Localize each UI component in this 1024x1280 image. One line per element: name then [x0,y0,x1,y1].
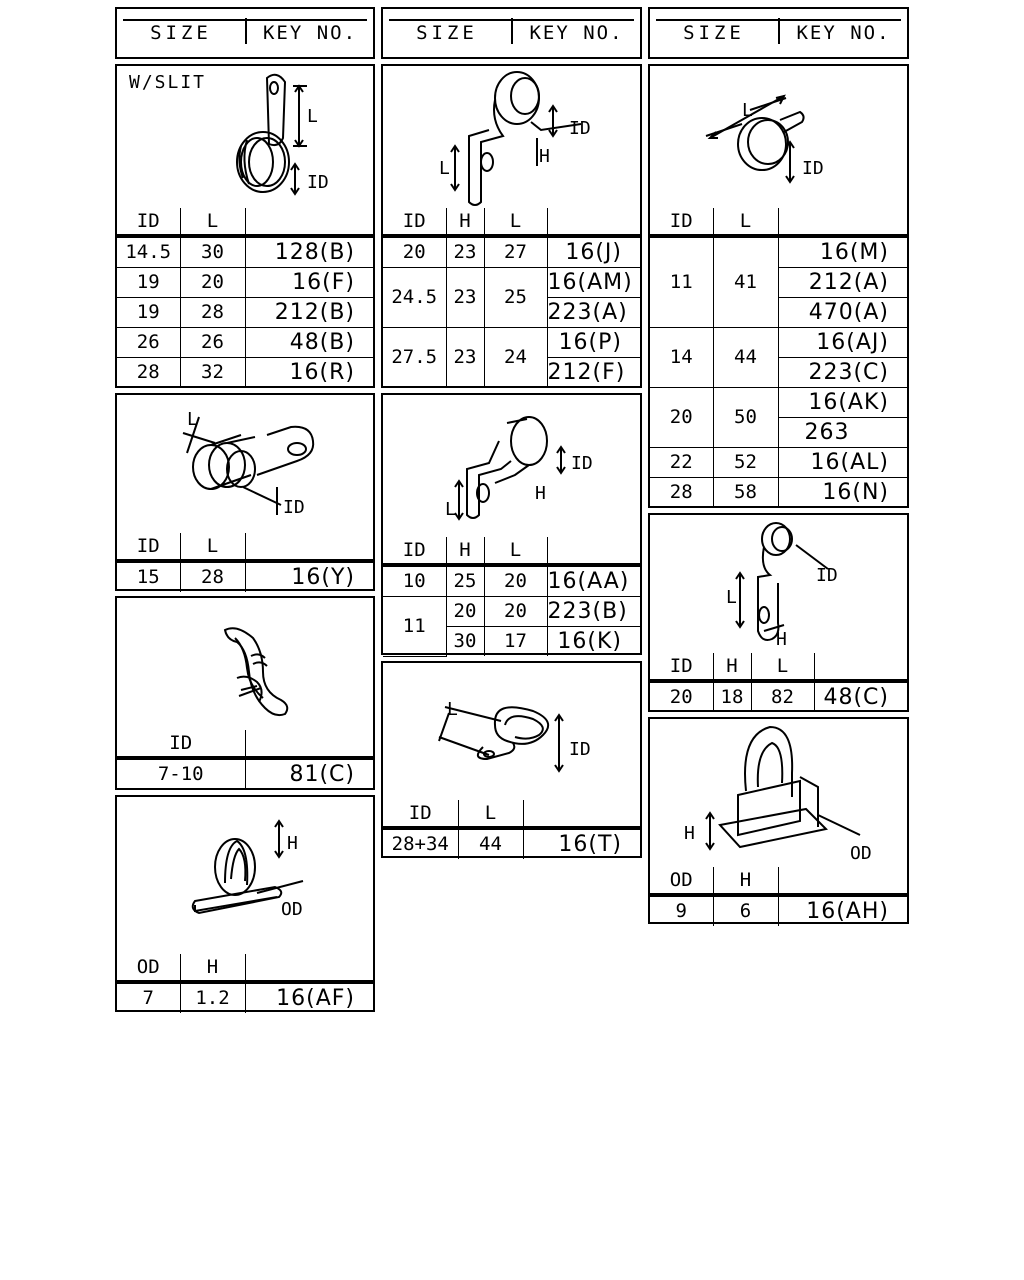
svg-text:H: H [539,146,550,167]
col-l: L [484,537,547,565]
key-number: 212(A) [778,268,907,298]
offset-clamp-table [383,208,640,388]
panel-hanger-clamp [648,513,909,712]
key-no-header: KEY NO. [796,22,891,44]
table-header-row [650,208,907,236]
key-number: 223(B) [547,597,640,627]
panel-offset-clamp [381,64,642,388]
svg-text:L: L [447,699,458,720]
table-header-row [383,800,640,828]
key-number: 128(B) [245,236,373,268]
size-header: SIZE [683,22,745,44]
panel-cushion-clamp [115,393,375,591]
table-header-row [117,730,373,758]
svg-text:L: L [187,409,198,430]
oval-clamp-table [383,800,640,859]
key-number: 48(C) [814,681,907,712]
svg-text:L: L [742,100,753,121]
table-row: 9 6 16(AH) [650,895,907,926]
key-number: 16(P) [547,328,640,358]
svg-text:OD: OD [281,899,303,920]
table-header-row [383,208,640,236]
svg-text:H: H [776,629,787,650]
size-header: SIZE [150,22,212,44]
svg-text:H: H [535,483,546,504]
col-h: H [446,208,484,236]
table-row: 28+34 44 16(T) [383,828,640,859]
key-number: 16(AL) [778,448,907,478]
svg-text:OD: OD [850,843,872,864]
table-row: 20 50 16(AK) [650,388,907,418]
svg-text:ID: ID [569,118,591,139]
svg-text:ID: ID [569,739,591,760]
col-h: H [713,867,778,895]
harness-clip-drawing [117,598,373,730]
size-header: SIZE [416,22,478,44]
band-clamp-table [650,208,907,507]
col-id: ID [117,208,180,236]
key-no-header: KEY NO. [262,22,358,44]
table-header-row [650,867,907,895]
edge-clip-drawing [650,719,907,867]
svg-text:L: L [726,587,737,608]
svg-text:ID: ID [307,172,329,193]
col-id: ID [383,208,446,236]
col-l: L [180,533,245,561]
col-l: L [484,208,547,236]
panel-slit-clamp [115,64,375,388]
key-no-header: KEY NO. [529,22,624,44]
key-number: 263 [778,418,907,448]
push-clip-drawing [117,797,373,954]
key-number: 16(AK) [778,388,907,418]
key-number: 81(C) [245,758,373,789]
offset-clamp-drawing [383,66,640,208]
table-row: 27.5 23 24 16(P) [383,328,640,358]
table-header-row [117,533,373,561]
svg-text:L: L [445,499,456,520]
col-id: ID [383,537,446,565]
column-3-header [648,7,909,59]
col-l: L [751,653,814,681]
key-number: 212(F) [547,358,640,388]
table-row: 30 17 16(K) [383,627,640,657]
key-number: 16(AM) [547,268,640,298]
table-row: 26 26 48(B) [117,328,373,358]
push-clip-table [117,954,373,1013]
panel-offset-single-clamp [381,393,642,655]
key-number: 16(N) [778,478,907,508]
key-number: 16(R) [245,358,373,388]
key-number: 16(AJ) [778,328,907,358]
svg-text:H: H [684,823,695,844]
col-od: OD [117,954,180,982]
key-number: 48(B) [245,328,373,358]
panel-edge-clip [648,717,909,924]
col-id: ID [383,800,458,828]
table-header-row [383,537,640,565]
key-number: 223(C) [778,358,907,388]
offset-single-clamp-table [383,537,640,657]
col-h: H [180,954,245,982]
col-l: L [180,208,245,236]
col-id: ID [650,208,713,236]
hanger-clamp-table [650,653,907,712]
key-number: 16(J) [547,236,640,268]
col-h: H [713,653,751,681]
col-id: ID [650,653,713,681]
key-number: 16(K) [547,627,640,657]
key-number: 16(AF) [245,982,373,1013]
panel-oval-clamp [381,661,642,858]
table-row: 11 41 16(M) [650,236,907,268]
table-row: 22 52 16(AL) [650,448,907,478]
col-id: ID [117,533,180,561]
key-number: 212(B) [245,298,373,328]
column-2-header [381,7,642,59]
svg-text:ID: ID [283,497,305,518]
panel-harness-clip [115,596,375,790]
key-number: 16(T) [523,828,640,859]
svg-text:ID: ID [816,565,838,586]
table-row: 14.5 30 128(B) [117,236,373,268]
key-number: 470(A) [778,298,907,328]
svg-text:L: L [307,106,318,127]
table-header-row [117,208,373,236]
table-row: 20 23 27 16(J) [383,236,640,268]
col-id: ID [117,730,245,758]
table-row: 14 44 16(AJ) [650,328,907,358]
col-l: L [458,800,523,828]
panel-push-clip [115,795,375,1012]
offset-single-clamp-drawing [383,395,640,537]
table-header-row [650,653,907,681]
slit-tag: W/SLIT [129,72,207,93]
harness-clip-table [117,730,373,789]
slit-clamp-drawing [117,66,373,208]
svg-text:H: H [287,833,298,854]
table-header-row [117,954,373,982]
table-row: 28 58 16(N) [650,478,907,508]
table-row: 10 25 20 16(AA) [383,565,640,597]
col-h: H [446,537,484,565]
band-clamp-drawing [650,66,907,208]
cushion-clamp-table [117,533,373,592]
slit-clamp-table [117,208,373,387]
table-row: 24.5 23 25 16(AM) [383,268,640,298]
key-number: 16(M) [778,236,907,268]
table-row: 20 18 82 48(C) [650,681,907,712]
panel-band-clamp [648,64,909,508]
table-row: 7-10 81(C) [117,758,373,789]
table-row: 19 20 16(F) [117,268,373,298]
svg-text:ID: ID [571,453,593,474]
table-row: 7 1.2 16(AF) [117,982,373,1013]
col-od: OD [650,867,713,895]
table-row: 19 28 212(B) [117,298,373,328]
col-l: L [713,208,778,236]
key-number: 223(A) [547,298,640,328]
hanger-clamp-drawing [650,515,907,653]
column-1-header [115,7,375,59]
key-number: 16(AA) [547,565,640,597]
oval-clamp-drawing [383,663,640,800]
key-number: 16(Y) [245,561,373,592]
table-row: 15 28 16(Y) [117,561,373,592]
svg-text:L: L [439,158,450,179]
cushion-clamp-drawing [117,395,373,533]
key-number: 16(AH) [778,895,907,926]
edge-clip-table [650,867,907,926]
table-row: 28 32 16(R) [117,358,373,388]
svg-text:ID: ID [802,158,824,179]
key-number: 16(F) [245,268,373,298]
table-row: 11 20 20 223(B) [383,597,640,627]
